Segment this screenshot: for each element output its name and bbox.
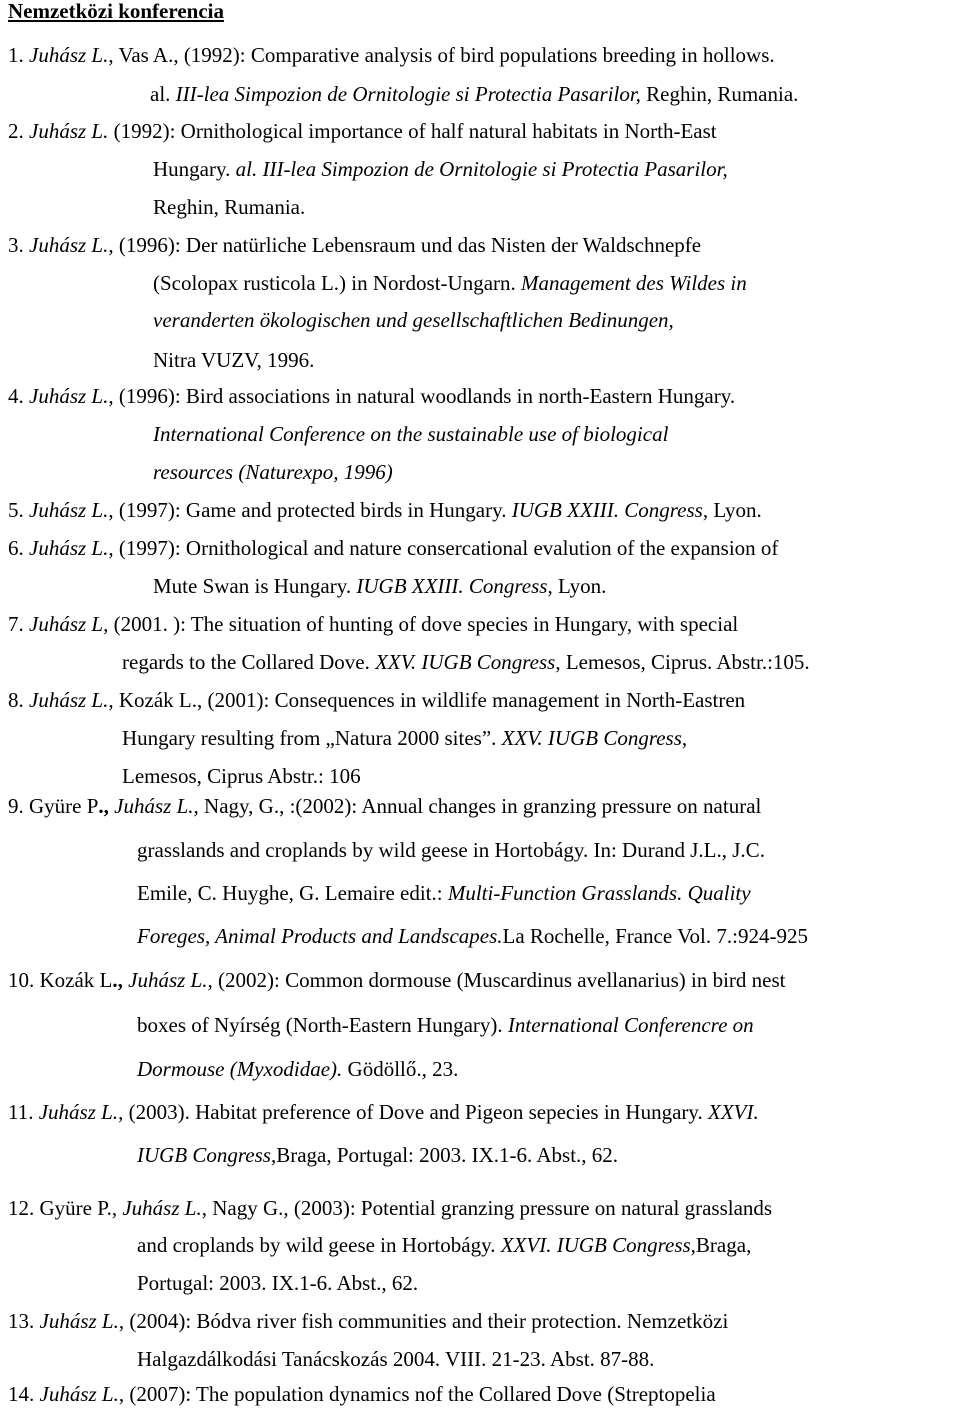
text-run: Hungary. — [153, 157, 236, 181]
text-run: Juhász L. — [122, 1196, 202, 1220]
text-run: XXVI. — [708, 1100, 759, 1124]
text-run: , Nagy G., (2003): Potential granzing pressure on natural grasslands — [201, 1196, 773, 1220]
reference-item-8-continuation — [122, 724, 687, 752]
text-run: , Nagy, G., :(2002): Annual changes in granzing pressure on natural — [193, 794, 762, 818]
reference-item-3 — [8, 231, 701, 259]
text-run: Juhász L. — [29, 384, 109, 408]
text-run: 5. — [8, 498, 29, 522]
reference-item-12 — [8, 1194, 772, 1222]
text-run: IUGB XXIII. Congress — [511, 498, 703, 522]
text-run: 4. — [8, 384, 29, 408]
reference-item-7-continuation — [122, 648, 810, 676]
text-run: , (1997): Ornithological and nature consercational evalution of the expansion of — [108, 536, 779, 560]
text-run: 6. — [8, 536, 29, 560]
text-run: Juhász L. — [29, 498, 109, 522]
text-run: and croplands by wild geese in Hortobágy. — [137, 1233, 501, 1257]
text-run: Nitra VUZV, 1996. — [153, 348, 315, 372]
text-run: Juhász L. — [38, 1100, 119, 1124]
reference-item-4-continuation — [153, 458, 393, 486]
text-run: 2. — [8, 119, 29, 143]
text-run: , Vas A., (1992): Comparative analysis of bird populations breeding in hollows. — [108, 43, 775, 67]
text-run: Portugal: 2003. IX.1-6. Abst., 62. — [137, 1271, 419, 1295]
text-run: Hungary resulting from „Natura 2000 sites”. — [122, 726, 502, 750]
reference-item-11 — [8, 1098, 759, 1126]
text-run: Dormouse (Myxodidae). — [137, 1057, 343, 1081]
reference-item-1 — [8, 41, 775, 69]
text-run: , Lemesos, Ciprus. Abstr.:105. — [555, 650, 810, 674]
text-run: Juhász L. — [114, 794, 194, 818]
text-run: (1992): Ornithological importance of half natural habitats in North-East — [108, 119, 717, 143]
text-run: Juhász L. — [128, 968, 208, 992]
text-run: III-lea Simpozion de Ornitologie si Protectia Pasarilor, — [175, 82, 641, 106]
reference-item-3-continuation — [153, 346, 314, 374]
reference-item-13-continuation — [137, 1345, 654, 1373]
text-run: Lemesos, Ciprus Abstr.: 106 — [122, 764, 361, 788]
reference-item-2 — [8, 117, 717, 145]
reference-item-6 — [8, 534, 778, 562]
text-run: 10. Kozák L — [8, 968, 113, 992]
text-run: Mute Swan is Hungary. — [153, 574, 357, 598]
text-run: Management des Wildes in — [521, 271, 747, 295]
text-run: al. III-lea Simpozion de Ornitologie si Protectia Pasarilor, — [235, 157, 728, 181]
text-run: grasslands and croplands by wild geese in Hortobágy. In: Durand J.L., J.C. — [137, 838, 765, 862]
text-run: 1. — [8, 43, 29, 67]
text-run: (Scolopax rusticola L.) in Nordost-Ungarn. — [153, 271, 522, 295]
reference-item-4-continuation — [153, 420, 668, 448]
text-run: XXVI. IUGB Congress — [500, 1233, 691, 1257]
text-run: , (1996): Bird associations in natural woodlands in north-Eastern Hungary. — [108, 384, 736, 408]
text-run: Gödöllő., 23. — [342, 1057, 459, 1081]
reference-item-3-continuation — [153, 269, 747, 297]
text-run: Juhász L. — [29, 233, 109, 257]
text-run: Juhász L. — [29, 688, 109, 712]
text-run: veranderten ökologischen und gesellschaftlichen Bedinungen, — [153, 308, 674, 332]
text-run: 7. — [8, 612, 29, 636]
reference-item-3-continuation — [153, 306, 674, 334]
text-run: Emile, C. Huyghe, G. Lemaire edit.: — [137, 881, 448, 905]
text-run: Juhász L. — [29, 43, 109, 67]
text-run: , (1996): Der natürliche Lebensraum und das Nisten der Waldschnepfe — [108, 233, 702, 257]
text-run: Juhász L. — [29, 119, 109, 143]
reference-item-6-continuation — [153, 572, 606, 600]
reference-item-8 — [8, 686, 745, 714]
text-run: al. — [150, 82, 176, 106]
reference-item-9-continuation — [137, 836, 765, 864]
reference-item-1-continuation — [150, 80, 798, 108]
text-run: International Conference on the sustainable use of biological — [153, 422, 669, 446]
text-run: ,Braga, Portugal: 2003. IX.1-6. Abst., 62. — [270, 1143, 619, 1167]
text-run: Foreges, Animal Products and Landscapes. — [137, 924, 503, 948]
text-run: XXV. IUGB Congress — [375, 650, 556, 674]
reference-item-9-continuation — [137, 879, 751, 907]
text-run: , (2003). Habitat preference of Dove and Pigeon sepecies in Hungary. — [118, 1100, 709, 1124]
text-run: Multi-Function Grasslands. Quality — [447, 881, 751, 905]
text-run: boxes of Nyírség (North-Eastern Hungary). — [137, 1013, 508, 1037]
text-run: resources (Naturexpo, 1996) — [153, 460, 393, 484]
text-run: Reghin, Rumania. — [640, 82, 799, 106]
reference-item-10 — [8, 966, 785, 994]
text-run: IUGB XXIII. Congress — [356, 574, 548, 598]
text-run: XXV. IUGB Congress — [501, 726, 682, 750]
text-run: International Conferencre on — [507, 1013, 754, 1037]
text-run: , Lyon. — [702, 498, 762, 522]
text-run: regards to the Collared Dove. — [122, 650, 376, 674]
reference-item-9-continuation — [137, 922, 808, 950]
text-run: , Lyon. — [547, 574, 607, 598]
text-run: Juhász L. — [29, 536, 109, 560]
text-run: , Kozák L., (2001): Consequences in wildlife management in North-Eastren — [108, 688, 746, 712]
reference-item-2-continuation — [153, 193, 305, 221]
text-run: , — [681, 726, 688, 750]
reference-item-10-continuation — [137, 1055, 458, 1083]
text-run: (2001. ): The situation of hunting of dove species in Hungary, with special — [113, 612, 739, 636]
reference-item-5 — [8, 496, 762, 524]
reference-item-13 — [8, 1307, 728, 1335]
text-run: ., — [112, 968, 123, 992]
reference-item-8-continuation — [122, 762, 361, 790]
text-run: IUGB Congress — [137, 1143, 271, 1167]
reference-item-9 — [8, 792, 761, 820]
text-run: 14. — [8, 1382, 40, 1406]
reference-item-12-continuation — [137, 1269, 418, 1297]
text-run: 13. — [8, 1309, 40, 1333]
text-run: Juhász L. — [39, 1309, 119, 1333]
reference-item-4 — [8, 382, 735, 410]
text-run: ., — [98, 794, 109, 818]
text-run: 9. Gyüre P — [8, 794, 99, 818]
text-run: 8. — [8, 688, 29, 712]
reference-item-10-continuation — [137, 1011, 754, 1039]
text-run: ,Braga, — [690, 1233, 752, 1257]
text-run: 11. — [8, 1100, 39, 1124]
reference-item-11-continuation — [137, 1141, 618, 1169]
page-heading: Nemzetközi konferencia — [8, 0, 224, 23]
reference-item-7 — [8, 610, 738, 638]
text-run: Halgazdálkodási Tanácskozás 2004. VIII. 21-23. Abst. 87-88. — [137, 1347, 655, 1371]
text-run: , (2004): Bódva river fish communities and their protection. Nemzetközi — [118, 1309, 729, 1333]
text-run: 12. Gyüre P., — [8, 1196, 123, 1220]
text-run: Juhász L, — [29, 612, 114, 636]
reference-item-14 — [8, 1380, 716, 1408]
reference-item-12-continuation — [137, 1231, 751, 1259]
text-run: Juhász L. — [39, 1382, 119, 1406]
text-run: , (2007): The population dynamics nof the Collared Dove (Streptopelia — [118, 1382, 716, 1406]
text-run: Reghin, Rumania. — [153, 195, 306, 219]
reference-item-2-continuation — [153, 155, 728, 183]
text-run: 3. — [8, 233, 29, 257]
text-run: , (2002): Common dormouse (Muscardinus avellanarius) in bird nest — [207, 968, 786, 992]
text-run: , (1997): Game and protected birds in Hungary. — [108, 498, 512, 522]
text-run: La Rochelle, France Vol. 7.:924-925 — [502, 924, 808, 948]
